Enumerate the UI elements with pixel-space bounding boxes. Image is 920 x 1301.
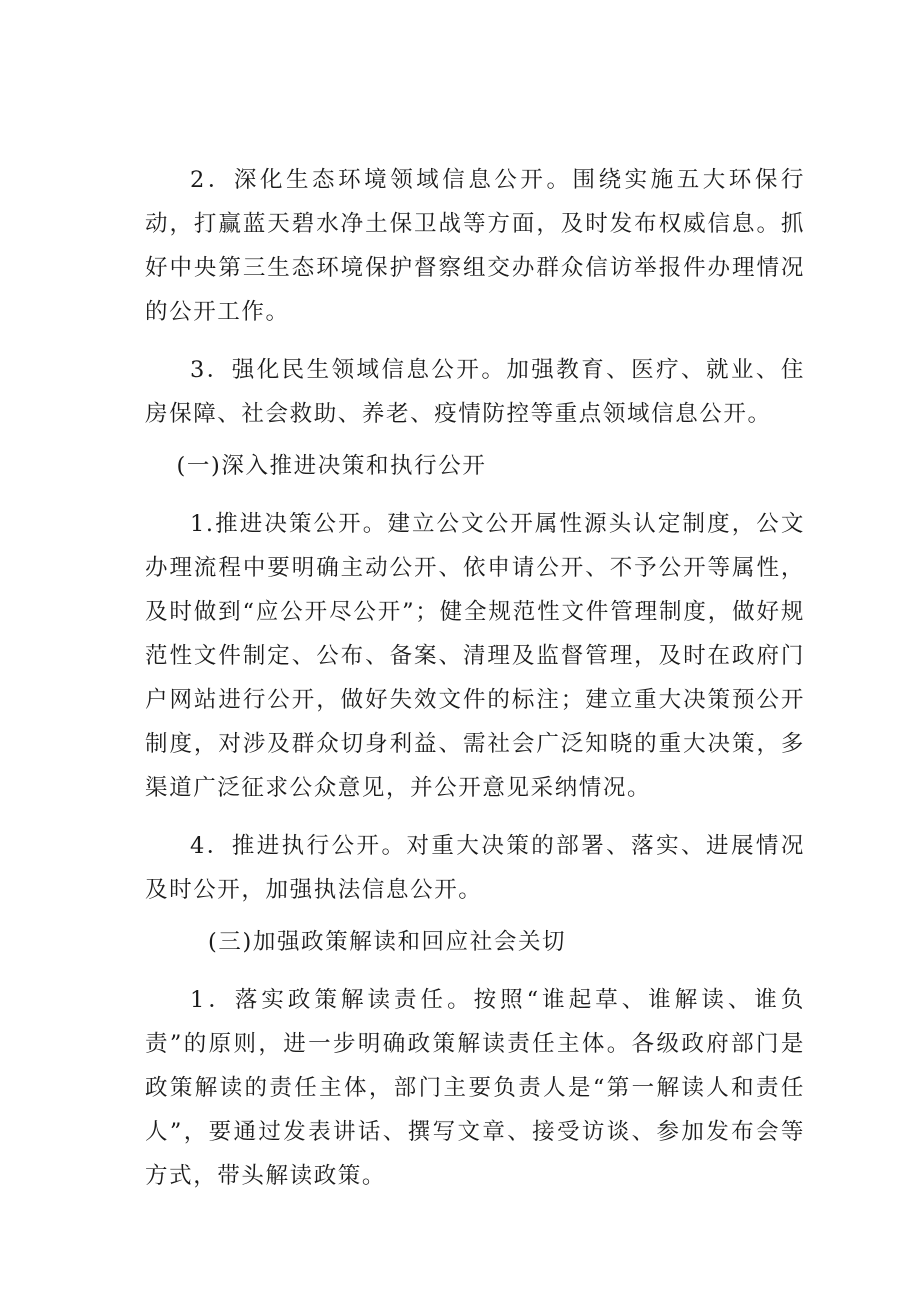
paragraph-ecology-disclosure: 2．深化生态环境领域信息公开。围绕实施五大环保行动，打赢蓝天碧水净土保卫战等方面，及时发布权威信息。抓好中央第三生态环境保护督察组交办群众信访举报件办理情况的公开工作。 [145, 167, 805, 325]
section-heading-policy-interpretation: (三)加强政策解读和回应社会关切 [208, 929, 567, 955]
document-body [145, 158, 805, 1198]
section-heading-decision-execution: (一)深入推进决策和执行公开 [176, 453, 487, 479]
paragraph-livelihood-disclosure: 3．强化民生领域信息公开。加强教育、医疗、就业、住房保障、社会救助、养老、疫情防控等重点领域信息公开。 [145, 357, 805, 427]
paragraph-interpretation-responsibility: 1．落实政策解读责任。按照“谁起草、谁解读、谁负责”的原则，进一步明确政策解读责任主体。各级政府部门是政策解读的责任主体，部门主要负责人是“第一解读人和责任人”，要通过发表讲话、撰写文章、接受访谈、参加发布会等方式，带头解读政策。 [145, 987, 805, 1189]
paragraph-decision-disclosure: 1.推进决策公开。建立公文公开属性源头认定制度，公文办理流程中要明确主动公开、依申请公开、不予公开等属性，及时做到“应公开尽公开”；健全规范性文件管理制度，做好规范性文件制定、公布、备案、清理及监督管理，及时在政府门户网站进行公开，做好失效文件的标注；建立重大决策预公开制度，对涉及群众切身利益、需社会广泛知晓的重大决策，多渠道广泛征求公众意见，并公开意见采纳情况。 [145, 511, 805, 801]
paragraph-execution-disclosure: 4．推进执行公开。对重大决策的部署、落实、进展情况及时公开，加强执法信息公开。 [145, 833, 805, 903]
